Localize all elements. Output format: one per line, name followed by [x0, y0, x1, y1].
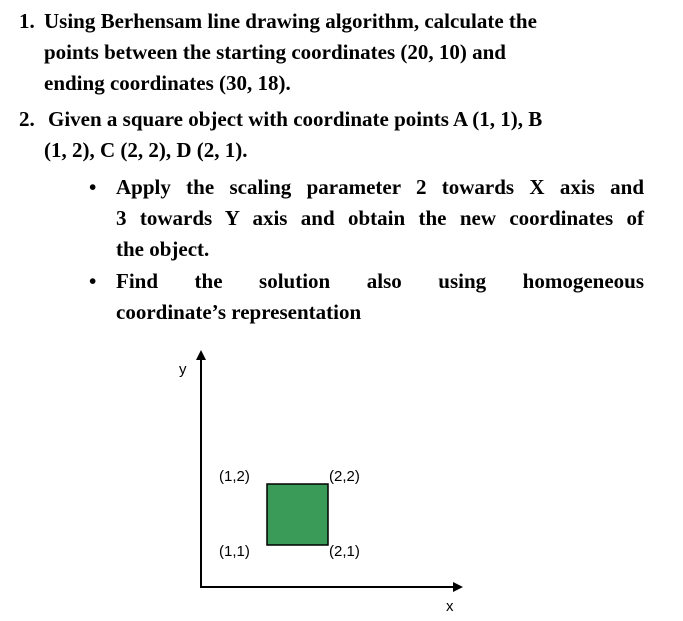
question-2-line-1: Given a square object with coordinate points A (1, 1), B [48, 107, 543, 131]
bullet-symbol: • [89, 175, 97, 199]
square-shape [267, 484, 328, 545]
bullet-1-line-2: 3 towards Y axis and obtain the new coordinates of [116, 206, 644, 230]
bullet-2-line-1: Find the solution also using homogeneous [116, 269, 644, 293]
point-label-top-left: (1,2) [219, 468, 250, 485]
bullet-2-line-2: coordinate’s representation [116, 300, 362, 324]
question-1-line-1: Using Berhensam line drawing algorithm, calculate the [44, 9, 537, 33]
point-label-bottom-right: (2,1) [329, 543, 360, 560]
question-2-number: 2. [19, 107, 35, 131]
question-1-line-2: points between the starting coordinates (20, 10) and [44, 40, 506, 64]
question-2-line-2: (1, 2), C (2, 2), D (2, 1). [44, 138, 248, 162]
question-1-line-3: ending coordinates (30, 18). [44, 71, 291, 95]
x-axis-arrowhead [453, 582, 463, 592]
question-1-number: 1. [19, 9, 35, 33]
bullet-1-line-1: Apply the scaling parameter 2 towards X axis and [116, 175, 644, 199]
bullet-1-line-3: the object. [116, 237, 210, 261]
point-label-bottom-left: (1,1) [219, 543, 250, 560]
x-axis-label: x [446, 598, 454, 615]
y-axis-arrowhead [196, 350, 206, 360]
point-label-top-right: (2,2) [329, 468, 360, 485]
bullet-symbol: • [89, 269, 97, 293]
y-axis-label: y [179, 361, 187, 378]
